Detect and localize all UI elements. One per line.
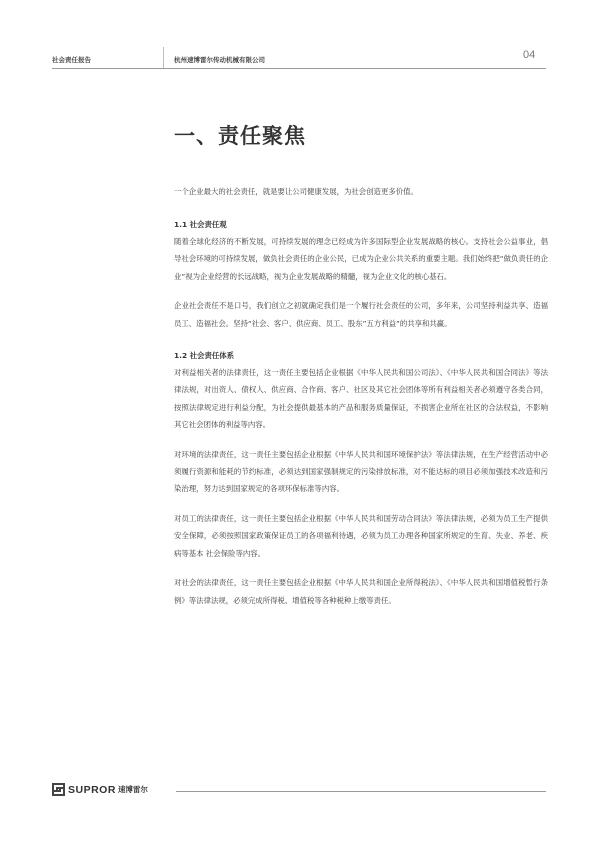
body-content: [174, 183, 548, 621]
section-heading: 1.1 社会责任观: [174, 220, 227, 229]
page-title: 一、责任聚焦: [174, 124, 306, 148]
header-divider-tick: [163, 47, 164, 68]
paragraph: 对利益相关者的法律责任，这一责任主要包括企业根据《中华人民共和国公司法》、《中华人民共和国合同法》等法律法规，对出资人、债权人、供应商、合作商、客户、社区及其它社会团体等所有利益相关者必须遵守各类合同，按照法律规定进行利益分配，为社会提供最基本的产品和服务质量保证，不损害企业所在社区的合法权益，不影响其它社会团体的利益等内容。: [174, 368, 548, 430]
header-rule: [52, 68, 546, 69]
supror-logo-icon: [52, 783, 65, 796]
paragraph: 随着全球化经济的不断发展，可持续发展的理念已经成为许多国际型企业发展战略的核心。支持社会公益事业，倡导社会环境的可持续发展，做负社会责任的企业公民，已成为企业公共关系的重要主题。我们始终把“做负责任的企业”视为企业经营的长远战略，视为企业发展战略的精髓，视为企业文化的核心基石。: [174, 237, 548, 281]
brand-name: SUPROR: [68, 783, 116, 796]
section-responsibility-view: [174, 217, 548, 332]
section-responsibility-system: [174, 348, 548, 609]
paragraph: 对环境的法律责任，这一责任主要包括企业根据《中华人民共和国环境保护法》等法律法规，在生产经营活动中必须履行资源和能耗的节约标准，必须达到国家强制规定的污染排放标准，对不能达标的项目必须加强技术改造和污染治理，努力达到国家规定的各项环保标准等内容。: [174, 449, 548, 494]
section-heading: 1.2 社会责任体系: [174, 351, 235, 361]
brand-name-cn: 速博雷尔: [117, 785, 148, 794]
paragraph: 企业社会责任不是口号，我们创立之初就确定我们是一个履行社会责任的公司，多年来，公司坚持利益共享、造福员工、造福社会。坚持“社会、客户、供应商、员工、股东”五方利益”的共享和共赢。: [174, 301, 548, 328]
company-name: 杭州速博雷尔传动机械有限公司: [174, 56, 265, 64]
supror-logo: [52, 783, 148, 796]
paragraph: 对员工的法律责任，这一责任主要包括企业根据《中华人民共和国劳动合同法》等法律法规，必须为员工生产提供安全保障，必须按照国家政策保证员工的各项福利待遇，必须为员工办理各种国家所规定的生育、失业、养老、疾病等基本 社会保险等内容。: [174, 513, 548, 558]
page-number: 04: [523, 49, 536, 61]
footer-rule: [176, 791, 546, 792]
intro-paragraph: 一个企业最大的社会责任，就是要让公司健康发展，为社会创造更多价值。: [174, 187, 418, 196]
paragraph: 对社会的法律责任，这一责任主要包括企业根据《中华人民共和国企业所得税法》、《中华人民共和国增值税暂行条例》等法律法规，必须完成所得税、增值税等各种税种上缴等责任。: [174, 578, 548, 605]
report-name: 社会责任报告: [52, 56, 91, 64]
